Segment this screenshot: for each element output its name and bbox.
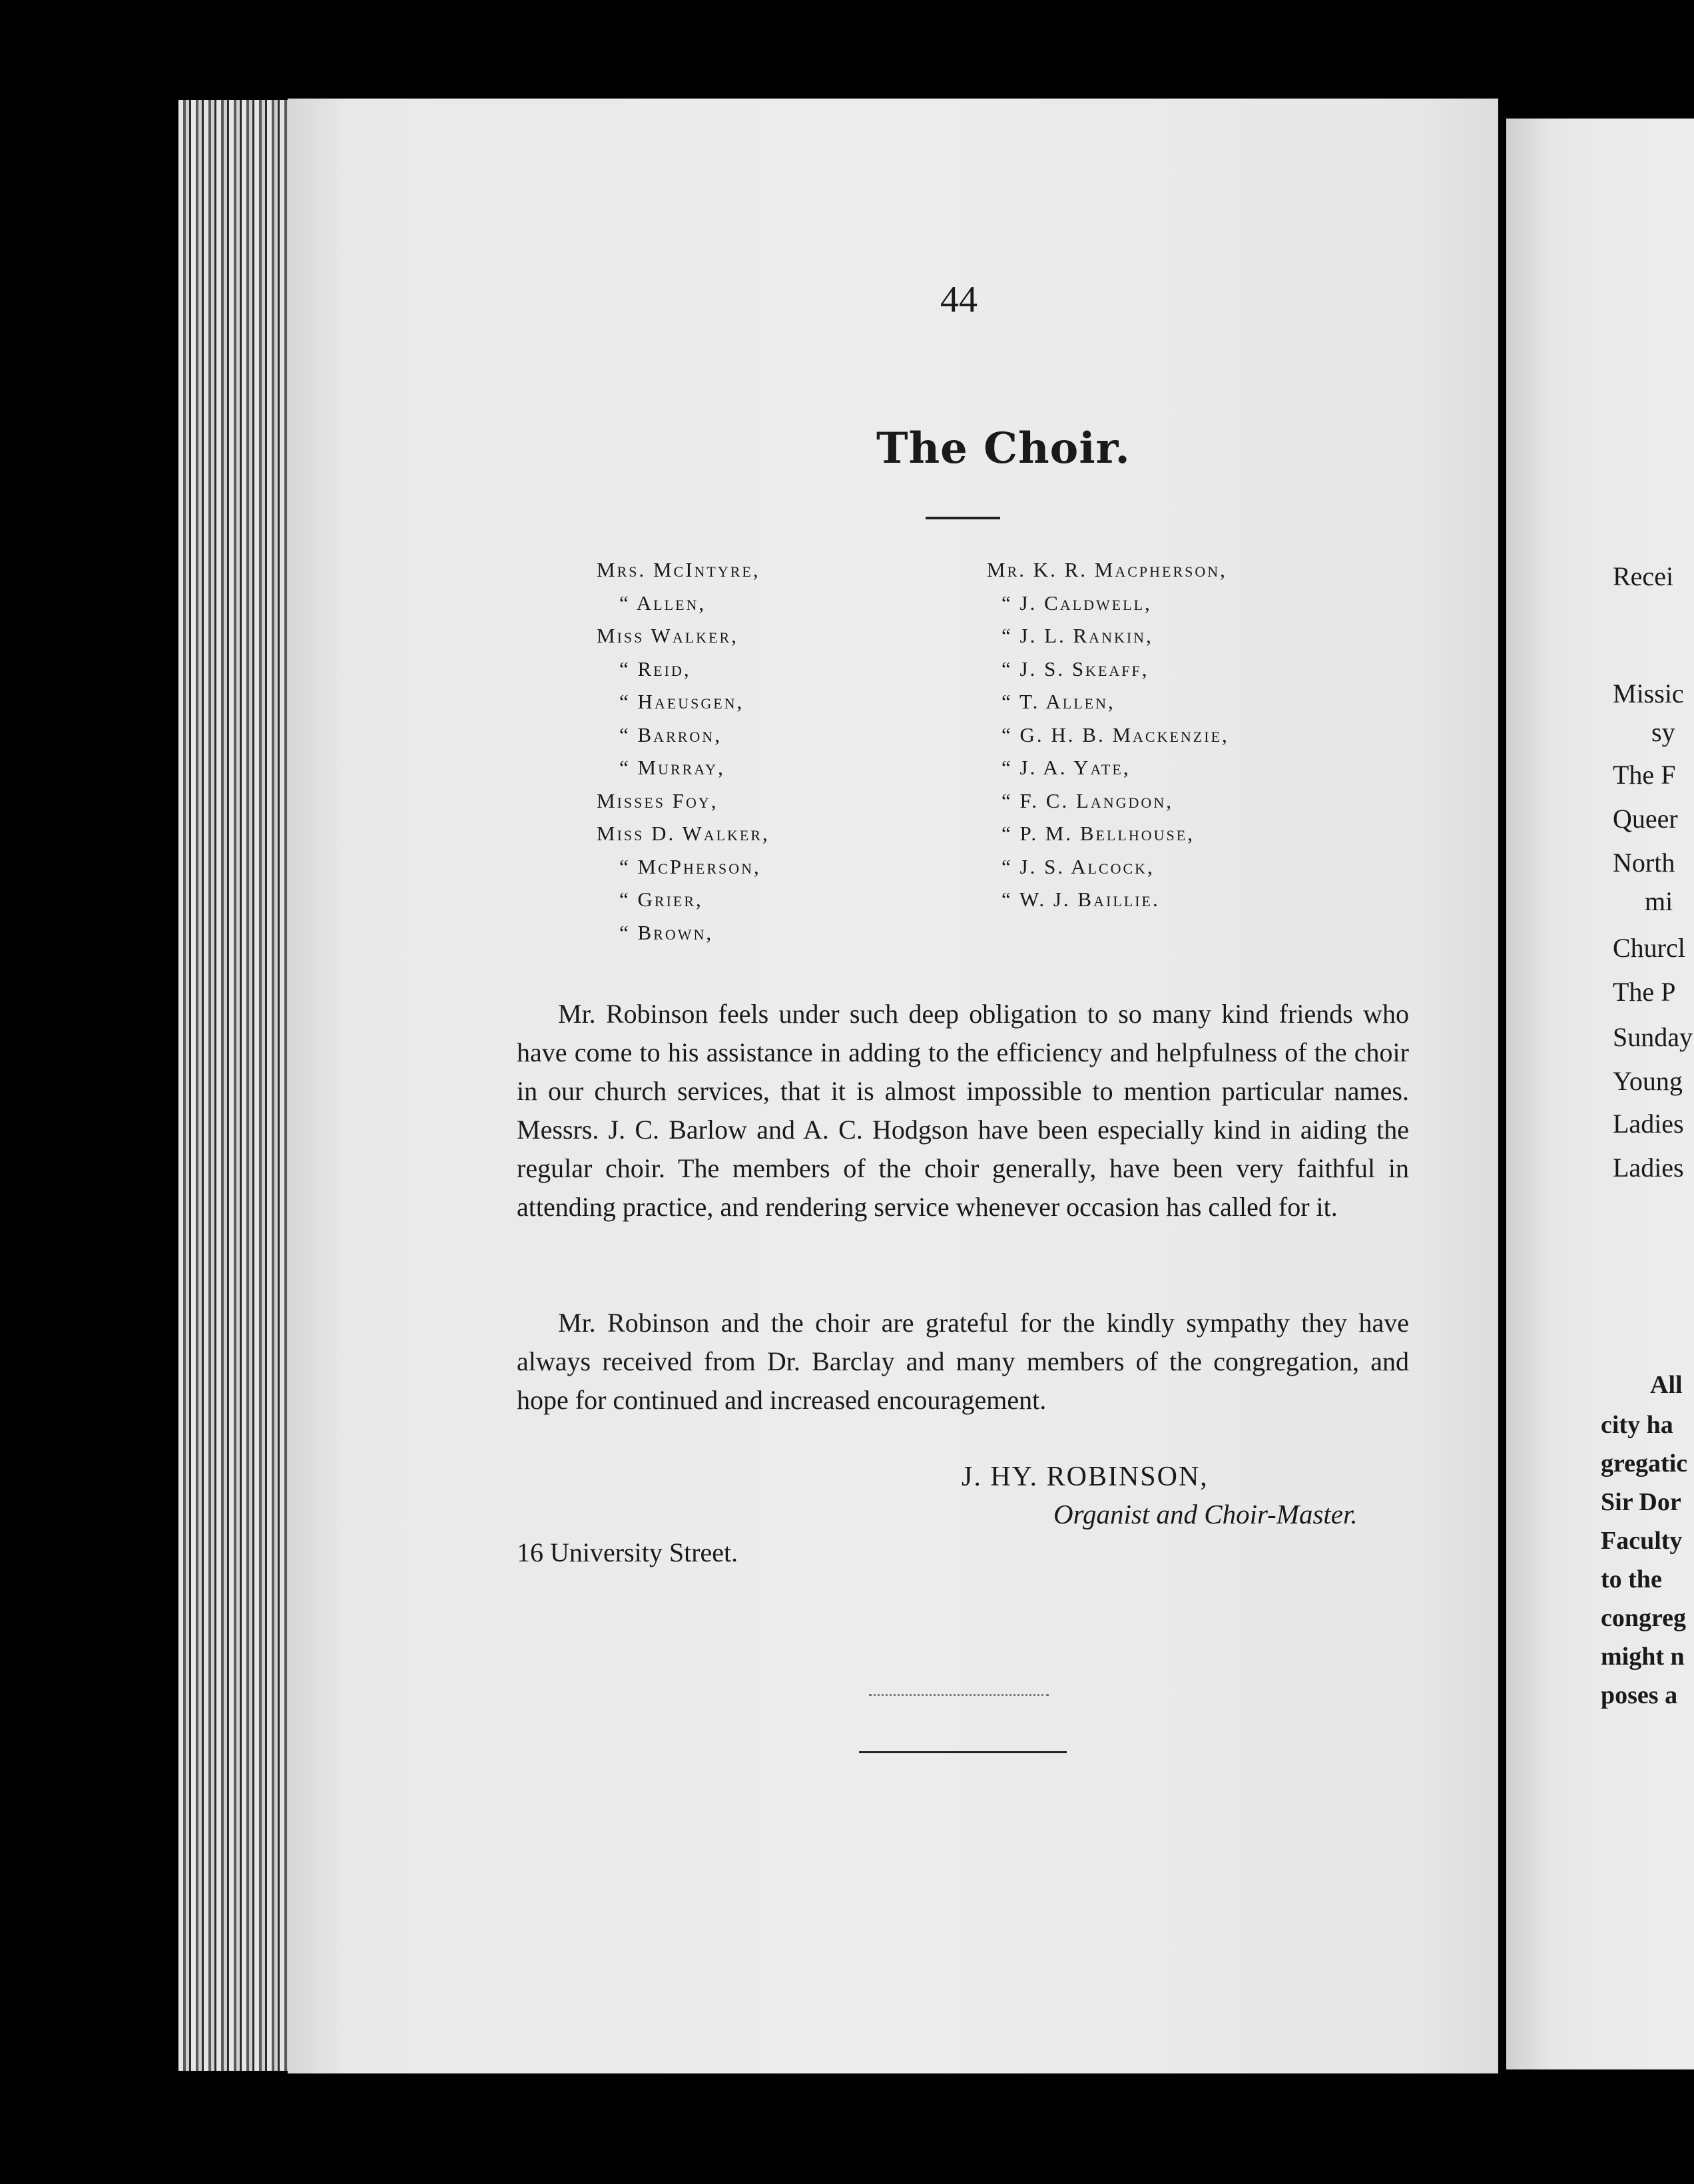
choir-member-name: “ Barron,	[619, 722, 722, 746]
choir-member-name: “ Haeusgen,	[619, 690, 744, 713]
right-fragment: Ladies	[1613, 1153, 1684, 1183]
right-paragraph-line: city ha	[1601, 1411, 1673, 1439]
right-paragraph-line: Faculty	[1601, 1527, 1683, 1555]
choir-member-name: “ J. L. Rankin,	[1001, 624, 1153, 647]
title-rule	[926, 517, 1000, 519]
right-fragment: Recei	[1613, 561, 1674, 591]
right-fragment: Sunday	[1613, 1022, 1693, 1052]
choir-member-name: Miss D. Walker,	[597, 822, 770, 845]
dotted-rule	[869, 1694, 1049, 1696]
paragraph-1: Mr. Robinson feels under such deep obligation to so many kind friends who have come to his assistance in adding to the efficiency and helpfulness of the choir in our church services, that it is almost impossible to mention particular names. Messrs. J. C. Barlow and A. C. Hodgson have been especially kind in aiding the regular choir. The members of the choir generally, have been very faithful in attending practice, and rendering service whenever occasion has called for it.	[517, 999, 1409, 1222]
right-fragment: The F	[1613, 760, 1676, 790]
choir-member-name: “ J. Caldwell,	[1001, 591, 1152, 615]
choir-member-name: “ Allen,	[619, 591, 706, 615]
right-paragraph-line: congreg	[1601, 1604, 1687, 1632]
choir-member-name: “ Brown,	[619, 920, 714, 944]
choir-member-name: “ McPherson,	[619, 854, 761, 878]
choir-member-name: “ Reid,	[619, 657, 691, 681]
right-paragraph-line: poses a	[1601, 1681, 1678, 1709]
choir-member-name: Mrs. McIntyre,	[597, 558, 760, 581]
right-paragraph-line: gregatic	[1601, 1450, 1688, 1478]
choir-member-name: “ W. J. Baillie.	[1001, 888, 1160, 911]
paragraph-2: Mr. Robinson and the choir are grateful for the kindly sympathy they have always received from Dr. Barclay and many members of the congregation, and hope for continued and increased encouragement.	[517, 1308, 1409, 1415]
choir-member-name: “ Grier,	[619, 888, 703, 911]
signature-role: Organist and Choir-Master.	[1053, 1499, 1358, 1529]
right-fragment: Churcl	[1613, 933, 1685, 963]
right-fragment: Missic	[1613, 679, 1684, 708]
right-fragment: mi	[1645, 886, 1673, 916]
signature-name: J. HY. ROBINSON,	[962, 1462, 1209, 1492]
right-fragment: Ladies	[1613, 1109, 1684, 1139]
choir-member-name: Miss Walker,	[597, 624, 738, 647]
page-number: 44	[940, 279, 978, 320]
right-paragraph-line: might n	[1601, 1643, 1685, 1671]
right-paragraph-line: All	[1650, 1371, 1683, 1399]
choir-member-name: “ J. S. Alcock,	[1001, 854, 1155, 878]
choir-member-name: Mr. K. R. Macpherson,	[987, 558, 1227, 581]
choir-member-name: “ F. C. Langdon,	[1001, 788, 1173, 812]
page-title: The Choir.	[876, 423, 1131, 473]
choir-member-name: “ Murray,	[619, 756, 725, 779]
choir-member-name: “ J. S. Skeaff,	[1001, 657, 1149, 681]
right-fragment: The P	[1613, 977, 1676, 1007]
right-fragment: sy	[1651, 717, 1675, 747]
book-page-edges	[178, 100, 292, 2071]
bottom-rule	[859, 1751, 1067, 1753]
choir-member-name: “ J. A. Yate,	[1001, 756, 1131, 779]
choir-member-name: “ T. Allen,	[1001, 690, 1115, 713]
right-fragment: North	[1613, 848, 1675, 878]
choir-member-name: Misses Foy,	[597, 788, 718, 812]
choir-member-name: “ P. M. Bellhouse,	[1001, 822, 1195, 845]
choir-member-name: “ G. H. B. Mackenzie,	[1001, 722, 1229, 746]
address: 16 University Street.	[517, 1537, 738, 1567]
right-paragraph-line: Sir Dor	[1601, 1488, 1681, 1516]
right-fragment: Young	[1613, 1066, 1683, 1096]
right-paragraph-line: to the	[1601, 1565, 1662, 1593]
right-fragment: Queer	[1613, 804, 1678, 834]
